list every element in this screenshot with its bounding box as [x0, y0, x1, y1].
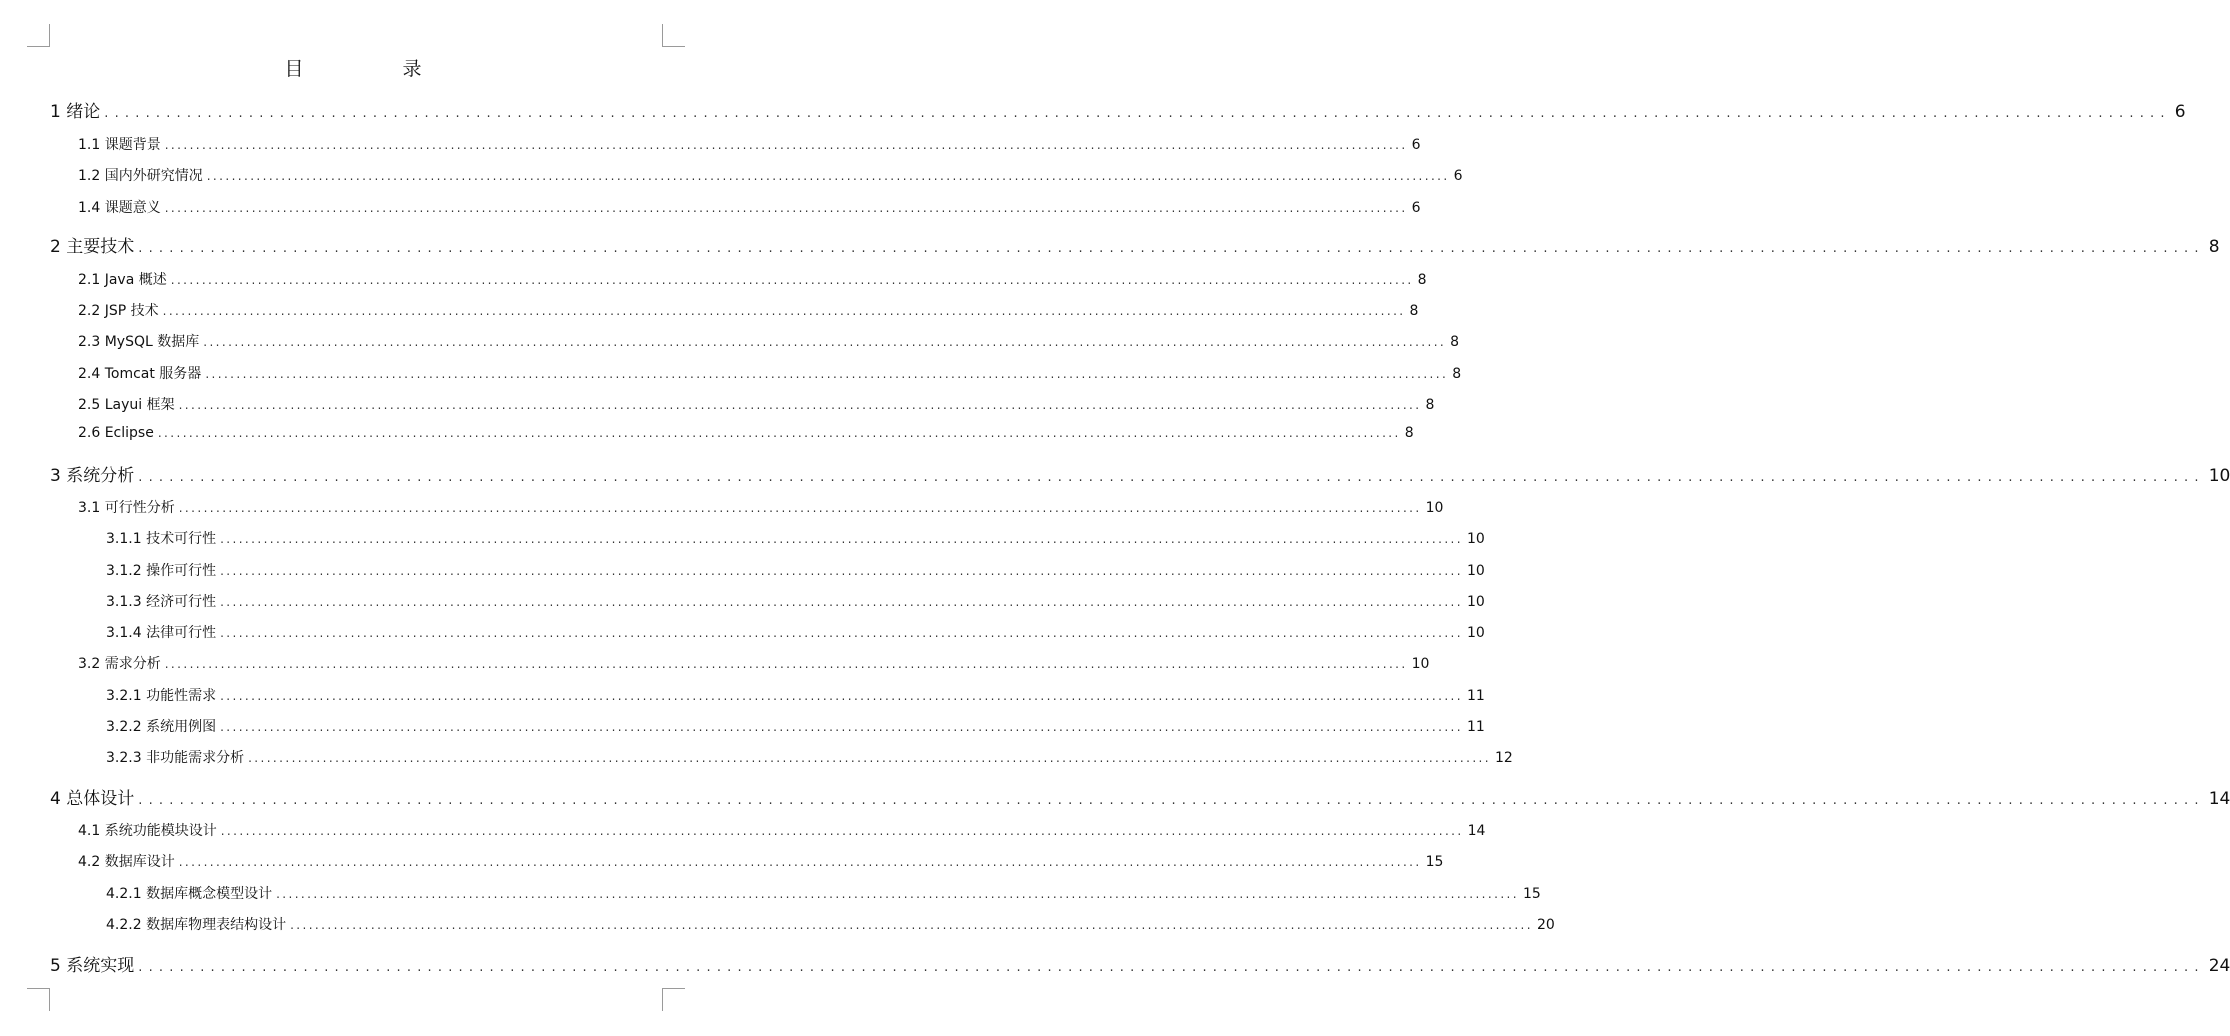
- toc-entry-label: 2 主要技术: [50, 237, 135, 257]
- toc-entry[interactable]: [78, 497, 1444, 519]
- toc-entry-label: 2.5 Layui 框架: [78, 397, 175, 413]
- toc-entry-label: 3.1.3 经济可行性: [106, 594, 217, 610]
- toc-entry-page: 12: [1494, 750, 1513, 766]
- toc-entry-page: 6: [1453, 168, 1463, 184]
- toc-dot-leader: ........................................................................................................................................................................................................: [138, 960, 2205, 975]
- toc-entry[interactable]: [78, 363, 1462, 385]
- toc-entry-page: 8: [1452, 366, 1462, 382]
- toc-entry[interactable]: [106, 591, 1485, 613]
- toc-entry[interactable]: [78, 269, 1427, 291]
- toc-dot-leader: ........................................................................................................................................................................................................: [206, 169, 1450, 183]
- toc-entry-page: 8: [1417, 272, 1427, 288]
- toc-entry-page: 8: [2208, 237, 2220, 257]
- toc-entry-page: 10: [1425, 500, 1444, 516]
- toc-entry-label: 1.2 国内外研究情况: [78, 168, 203, 184]
- toc-entry-label: 4 总体设计: [50, 789, 135, 809]
- toc-entry-page: 6: [1411, 200, 1421, 216]
- toc-entry[interactable]: [78, 300, 1419, 322]
- toc-dot-leader: ........................................................................................................................................................................................................: [178, 855, 1422, 869]
- toc-entry-label: 2.1 Java 概述: [78, 272, 167, 288]
- toc-entry-label: 1.1 课题背景: [78, 137, 161, 153]
- toc-entry-label: 4.2.2 数据库物理表结构设计: [106, 917, 287, 933]
- toc-entry-page: 6: [2174, 102, 2186, 122]
- toc-entry[interactable]: [78, 165, 1463, 187]
- toc-dot-leader: ........................................................................................................................................................................................................: [220, 595, 1463, 609]
- toc-entry-page: 8: [1425, 397, 1435, 413]
- toc-entry-page: 8: [1409, 303, 1419, 319]
- toc-entry[interactable]: [106, 747, 1513, 769]
- toc-entry-label: 4.1 系统功能模块设计: [78, 823, 217, 839]
- toc-entry-page: 15: [1522, 886, 1541, 902]
- toc-entry-label: 2.2 JSP 技术: [78, 303, 159, 319]
- toc-entry-page: 14: [1467, 823, 1486, 839]
- toc-entry-page: 11: [1466, 688, 1485, 704]
- toc-entry-label: 3.2 需求分析: [78, 656, 161, 672]
- toc-entry-page: 10: [1411, 656, 1430, 672]
- toc-entry-page: 6: [1411, 137, 1421, 153]
- toc-dot-leader: ........................................................................................................................................................................................................: [178, 398, 1422, 412]
- toc-entry-page: 10: [1466, 594, 1485, 610]
- toc-dot-leader: ........................................................................................................................................................................................................: [220, 532, 1463, 546]
- toc-dot-leader: ........................................................................................................................................................................................................: [205, 367, 1449, 381]
- toc-dot-leader: ........................................................................................................................................................................................................: [138, 241, 2205, 256]
- toc-dot-leader: ........................................................................................................................................................................................................: [220, 720, 1463, 734]
- toc-entry[interactable]: [50, 461, 2230, 486]
- toc-entry-page: 10: [1466, 563, 1485, 579]
- toc-entry[interactable]: [106, 622, 1485, 644]
- toc-entry-page: 11: [1466, 719, 1485, 735]
- toc-entry[interactable]: [106, 883, 1541, 905]
- toc-entry[interactable]: [50, 951, 2230, 976]
- toc-entry[interactable]: [78, 331, 1460, 353]
- toc-entry-label: 4.2.1 数据库概念模型设计: [106, 886, 273, 902]
- toc-entry-label: 3.1.1 技术可行性: [106, 531, 217, 547]
- toc-entry[interactable]: [78, 653, 1430, 675]
- crop-mark-bottom-left: [27, 988, 50, 1011]
- toc-entry-page: 10: [1466, 531, 1485, 547]
- toc-entry-page: 15: [1425, 854, 1444, 870]
- toc-entry-page: 10: [1466, 625, 1485, 641]
- toc-entry[interactable]: [106, 528, 1485, 550]
- toc-entry-label: 1 绪论: [50, 102, 101, 122]
- toc-entry-page: 10: [2208, 466, 2230, 486]
- toc-entry[interactable]: [50, 232, 2220, 257]
- toc-dot-leader: ........................................................................................................................................................................................................: [162, 304, 1406, 318]
- toc-dot-leader: ........................................................................................................................................................................................................: [104, 106, 2171, 121]
- toc-entry[interactable]: [78, 197, 1421, 219]
- toc-dot-leader: ........................................................................................................................................................................................................: [220, 564, 1463, 578]
- toc-entry-page: 24: [2208, 956, 2230, 976]
- toc-entry[interactable]: [50, 784, 2230, 809]
- toc-dot-leader: ........................................................................................................................................................................................................: [138, 793, 2205, 808]
- toc-entry-page: 8: [1450, 334, 1460, 350]
- toc-dot-leader: ........................................................................................................................................................................................................: [178, 501, 1422, 515]
- toc-dot-leader: ........................................................................................................................................................................................................: [220, 626, 1463, 640]
- toc-entry[interactable]: [106, 685, 1485, 707]
- toc-entry-label: 4.2 数据库设计: [78, 854, 175, 870]
- toc-entry-label: 3.2.3 非功能需求分析: [106, 750, 245, 766]
- toc-dot-leader: ........................................................................................................................................................................................................: [164, 657, 1408, 671]
- toc-dot-leader: ........................................................................................................................................................................................................: [203, 335, 1447, 349]
- toc-entry-label: 3 系统分析: [50, 466, 135, 486]
- toc-dot-leader: ........................................................................................................................................................................................................: [220, 824, 1464, 838]
- toc-entry[interactable]: [106, 914, 1555, 936]
- toc-entry-page: 8: [1404, 425, 1414, 441]
- toc-entry-label: 3.1 可行性分析: [78, 500, 175, 516]
- toc-entry-label: 3.2.2 系统用例图: [106, 719, 217, 735]
- toc-entry[interactable]: [78, 820, 1486, 842]
- toc-entry[interactable]: [106, 716, 1485, 738]
- toc-entry[interactable]: [78, 134, 1421, 156]
- toc-dot-leader: ........................................................................................................................................................................................................: [276, 887, 1519, 901]
- toc-entry-label: 3.2.1 功能性需求: [106, 688, 217, 704]
- crop-mark-top-right: [662, 24, 685, 47]
- toc-entry[interactable]: [78, 851, 1444, 873]
- toc-dot-leader: ........................................................................................................................................................................................................: [170, 273, 1414, 287]
- toc-entry-page: 20: [1536, 917, 1555, 933]
- toc-entry[interactable]: [50, 97, 2186, 122]
- toc-entry-page: 14: [2208, 789, 2230, 809]
- toc-entry[interactable]: [78, 425, 1414, 447]
- toc-dot-leader: ........................................................................................................................................................................................................: [248, 751, 1491, 765]
- toc-entry-label: 3.1.2 操作可行性: [106, 563, 217, 579]
- toc-entry[interactable]: [78, 394, 1435, 416]
- toc-entry[interactable]: [106, 560, 1485, 582]
- toc-dot-leader: ........................................................................................................................................................................................................: [138, 470, 2205, 485]
- toc-entry-label: 2.4 Tomcat 服务器: [78, 366, 202, 382]
- toc-dot-leader: ........................................................................................................................................................................................................: [220, 689, 1463, 703]
- toc-title: 目 录: [284, 58, 462, 80]
- crop-mark-top-left: [27, 24, 50, 47]
- crop-mark-bottom-right: [662, 988, 685, 1011]
- toc-entry-label: 3.1.4 法律可行性: [106, 625, 217, 641]
- toc-dot-leader: ........................................................................................................................................................................................................: [164, 138, 1408, 152]
- toc-dot-leader: ........................................................................................................................................................................................................: [157, 426, 1401, 440]
- toc-entry-label: 5 系统实现: [50, 956, 135, 976]
- toc-entry-label: 1.4 课题意义: [78, 200, 161, 216]
- toc-dot-leader: ........................................................................................................................................................................................................: [164, 201, 1408, 215]
- toc-dot-leader: ........................................................................................................................................................................................................: [290, 918, 1533, 932]
- toc-entry-label: 2.3 MySQL 数据库: [78, 334, 200, 350]
- toc-entry-label: 2.6 Eclipse: [78, 425, 154, 441]
